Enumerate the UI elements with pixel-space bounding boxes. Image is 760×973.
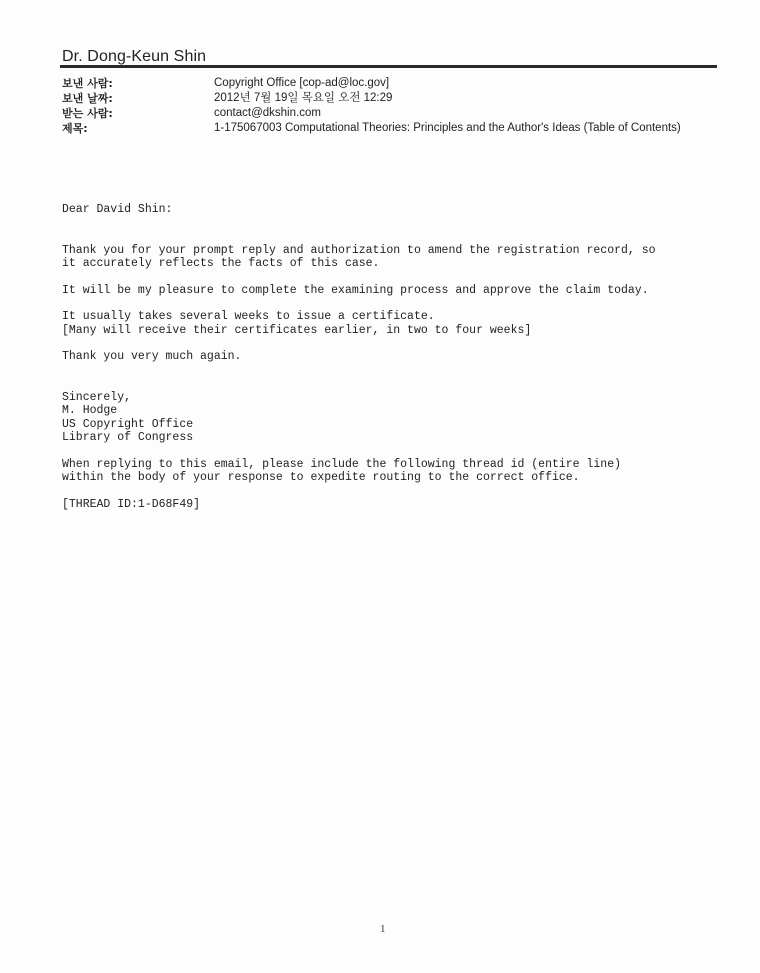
from-value: Copyright Office [cop-ad@loc.gov] — [214, 77, 390, 89]
greeting: Dear David Shin: — [62, 203, 173, 216]
title-divider — [60, 65, 717, 68]
body-paragraph: Thank you very much again. — [62, 350, 242, 363]
subject-value: 1-175067003 Computational Theories: Principles and the Author's Ideas (Table of Contents) — [214, 122, 681, 134]
body-paragraph: Thank you for your prompt reply and authorization to amend the registration record, so it accurately reflects the facts of this case. — [62, 243, 656, 270]
header-row-to — [62, 106, 681, 121]
header-row-subject — [62, 121, 681, 136]
signature-block: Sincerely, M. Hodge US Copyright Office Library of Congress — [62, 390, 194, 444]
document-title: Dr. Dong-Keun Shin — [62, 48, 207, 65]
date-label: 보낸 날짜: — [62, 92, 113, 105]
to-value: contact@dkshin.com — [214, 107, 321, 119]
subject-label: 제목: — [62, 122, 88, 135]
header-row-from — [62, 76, 681, 91]
email-body — [62, 203, 722, 511]
body-paragraph: It will be my pleasure to complete the examining process and approve the claim today. — [62, 283, 649, 297]
body-paragraph: When replying to this email, please include the following thread id (entire line) within the body of your response to expedite routing to the correct office. — [62, 457, 621, 484]
to-label: 받는 사람: — [62, 107, 113, 120]
date-value: 2012년 7월 19일 목요일 오전 12:29 — [214, 92, 393, 104]
email-header — [62, 76, 681, 136]
header-row-date — [62, 91, 681, 106]
body-paragraph: It usually takes several weeks to issue a certificate. [Many will receive their certificates earlier, in two to four weeks] — [62, 310, 532, 337]
page-number: 1 — [380, 923, 386, 935]
thread-id: [THREAD ID:1-D68F49] — [62, 497, 201, 511]
from-label: 보낸 사람: — [62, 77, 113, 90]
